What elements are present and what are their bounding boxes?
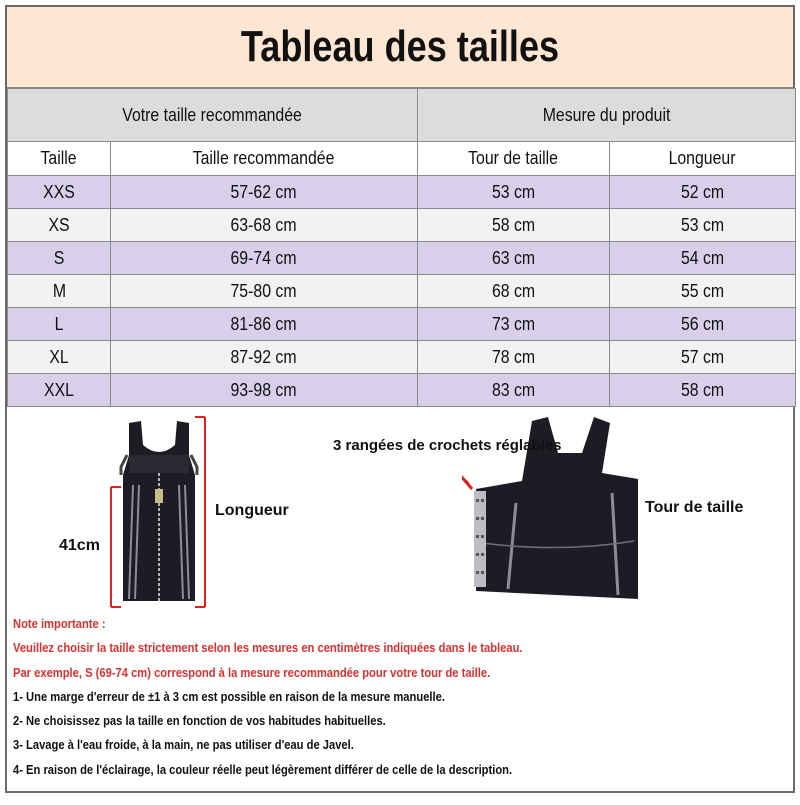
- height-label: 41cm: [59, 537, 100, 554]
- cell-recommended: 81-86 cm: [111, 308, 418, 341]
- cell-waist: 58 cm: [418, 209, 610, 242]
- cell-size: XL: [8, 341, 111, 374]
- page-title: Tableau des tailles: [240, 22, 560, 71]
- cell-size: L: [8, 308, 111, 341]
- table-row: [8, 341, 796, 374]
- product-figures: [7, 407, 793, 612]
- note-item: 2- Ne choisissez pas la taille en fonction de vos habitudes habituelles.: [13, 713, 386, 729]
- note-item: 3- Lavage à l'eau froide, à la main, ne pas utiliser d'eau de Javel.: [13, 737, 354, 753]
- column-header-size: Taille: [8, 142, 111, 176]
- column-header-waist: Tour de taille: [418, 142, 610, 176]
- column-header-recommended: Taille recommandée: [111, 142, 418, 176]
- table-row: [8, 209, 796, 242]
- table-row: [8, 242, 796, 275]
- cell-recommended: 87-92 cm: [111, 341, 418, 374]
- note-item: 1- Une marge d'erreur de ±1 à 3 cm est possible en raison de la mesure manuelle.: [13, 688, 445, 704]
- cell-recommended: 57-62 cm: [111, 176, 418, 209]
- cell-size: XXL: [8, 374, 111, 407]
- table-row: [8, 308, 796, 341]
- note-important-line: Par exemple, S (69-74 cm) correspond à la mesure recommandée pour votre tour de taille.: [13, 664, 491, 680]
- cell-length: 53 cm: [610, 209, 796, 242]
- hooks-label: 3 rangées de crochets réglables: [333, 437, 562, 454]
- table-row: [8, 275, 796, 308]
- cell-size: XXS: [8, 176, 111, 209]
- column-header-length: Longueur: [610, 142, 796, 176]
- group-header-row: [8, 89, 796, 142]
- note-item: 4- En raison de l'éclairage, la couleur réelle peut légèrement différer de celle de la description.: [13, 761, 513, 777]
- cell-length: 54 cm: [610, 242, 796, 275]
- cell-waist: 73 cm: [418, 308, 610, 341]
- cell-length: 56 cm: [610, 308, 796, 341]
- cell-length: 58 cm: [610, 374, 796, 407]
- column-header-row: [8, 142, 796, 176]
- cell-waist: 78 cm: [418, 341, 610, 374]
- cell-waist: 53 cm: [418, 176, 610, 209]
- cell-length: 57 cm: [610, 341, 796, 374]
- waist-label: Tour de taille: [645, 499, 744, 516]
- size-table: [7, 88, 796, 407]
- cell-recommended: 63-68 cm: [111, 209, 418, 242]
- group-header-recommended: Votre taille recommandée: [8, 89, 418, 142]
- cell-recommended: 75-80 cm: [111, 275, 418, 308]
- cell-size: XS: [8, 209, 111, 242]
- cell-length: 52 cm: [610, 176, 796, 209]
- corset-front-photo: [99, 415, 219, 615]
- notes-section: [7, 612, 793, 782]
- size-chart: [5, 5, 795, 793]
- length-label: Longueur: [215, 502, 289, 519]
- cell-size: S: [8, 242, 111, 275]
- note-important-heading: Note importante :: [13, 616, 106, 631]
- cell-size: M: [8, 275, 111, 308]
- cell-recommended: 93-98 cm: [111, 374, 418, 407]
- group-header-product: Mesure du produit: [418, 89, 796, 142]
- cell-waist: 83 cm: [418, 374, 610, 407]
- table-row: [8, 374, 796, 407]
- cell-recommended: 69-74 cm: [111, 242, 418, 275]
- cell-length: 55 cm: [610, 275, 796, 308]
- table-row: [8, 176, 796, 209]
- title-bar: [7, 7, 793, 88]
- cell-waist: 63 cm: [418, 242, 610, 275]
- note-important-line: Veuillez choisir la taille strictement selon les mesures en centimètres indiquées dans le tableau.: [13, 640, 523, 656]
- cell-waist: 68 cm: [418, 275, 610, 308]
